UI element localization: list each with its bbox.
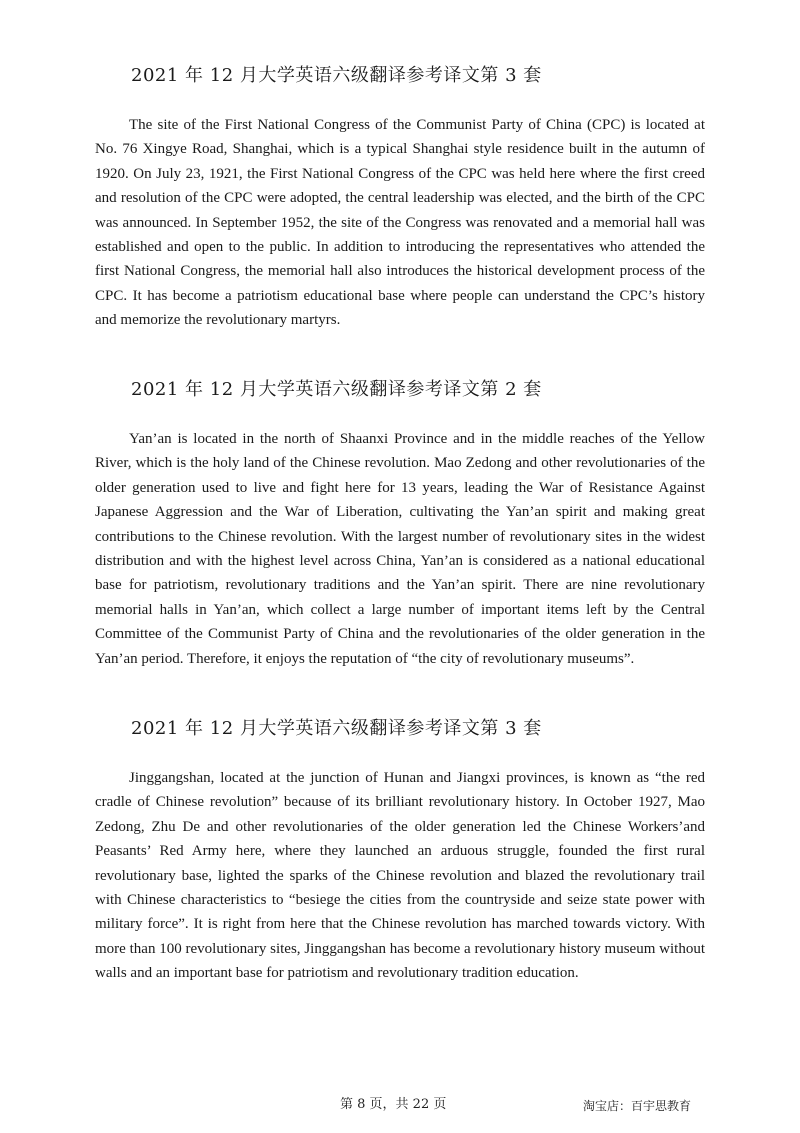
section-paragraph: The site of the First National Congress of the Communist Party of China (CPC) is located at No. 76 Xingye Road, Shanghai, which is a typical Shanghai style residence built in the autumn of 1920. On July 23, 1921, the First National Congress of the CPC was held here where the first creed and resolution of the CPC were adopted, the central leadership was elected, and the birth of the CPC was announced. In September 1952, the site of the Congress was renovated and a memorial hall was established and open to the public. In addition to introducing the representatives who attended the first National Congress, the memorial hall also introduces the historical development process of the CPC. It has become a patriotism educational base where people can understand the CPC’s history and memorize the revolutionary martyrs. bbox=[95, 117, 705, 329]
shop-credit: 淘宝店：百宇思教育 bbox=[583, 1099, 692, 1113]
translation-section-1 bbox=[95, 64, 705, 333]
translation-section-3 bbox=[95, 717, 705, 986]
section-paragraph: Yan’an is located in the north of Shaanxi Province and in the middle reaches of the Yellow River, which is the holy land of the Chinese revolution. Mao Zedong and other revolutionaries of the older generation used to live and fight here for 13 years, leading the War of Resistance Against Japanese Aggression and the War of Liberation, cultivating the Yan’an spirit and making great contributions to the Chinese revolution. With the largest number of revolutionary sites in the widest distribution and with the highest level across China, Yan’an is considered as a national educational base for patriotism, revolutionary traditions and the Yan’an spirit. There are nine revolutionary memorial halls in Yan’an, which collect a large number of important items left by the Central Committee of the Communist Party of China and the revolutionaries of the older generation in the Yan’an period. Therefore, it enjoys the reputation of “the city of revolutionary museums”. bbox=[95, 431, 705, 667]
section-heading: 2021 年 12 月大学英语六级翻译参考译文第 3 套 bbox=[131, 65, 542, 86]
translation-section-2 bbox=[95, 378, 705, 671]
section-paragraph: Jinggangshan, located at the junction of Hunan and Jiangxi provinces, is known as “the red cradle of Chinese revolution” because of its brilliant revolutionary history. In October 1927, Mao Zedong, Zhu De and other revolutionaries of the older generation led the Chinese Workers’and Peasants’ Red Army here, where they launched an arduous struggle, founded the first rural revolutionary base, lighted the sparks of the Chinese revolution and blazed the revolutionary trail with Chinese characteristics to “besiege the cities from the countryside and seize state power with military force”. It is right from here that the Chinese revolution has marched towards victory. With more than 100 revolutionary sites, Jinggangshan has become a revolutionary history museum without walls and an important base for patriotism and revolutionary tradition education. bbox=[95, 770, 705, 982]
section-heading: 2021 年 12 月大学英语六级翻译参考译文第 2 套 bbox=[131, 379, 542, 400]
page-number: 第 8 页，共 22 页 bbox=[340, 1097, 447, 1112]
section-heading: 2021 年 12 月大学英语六级翻译参考译文第 3 套 bbox=[131, 718, 542, 739]
